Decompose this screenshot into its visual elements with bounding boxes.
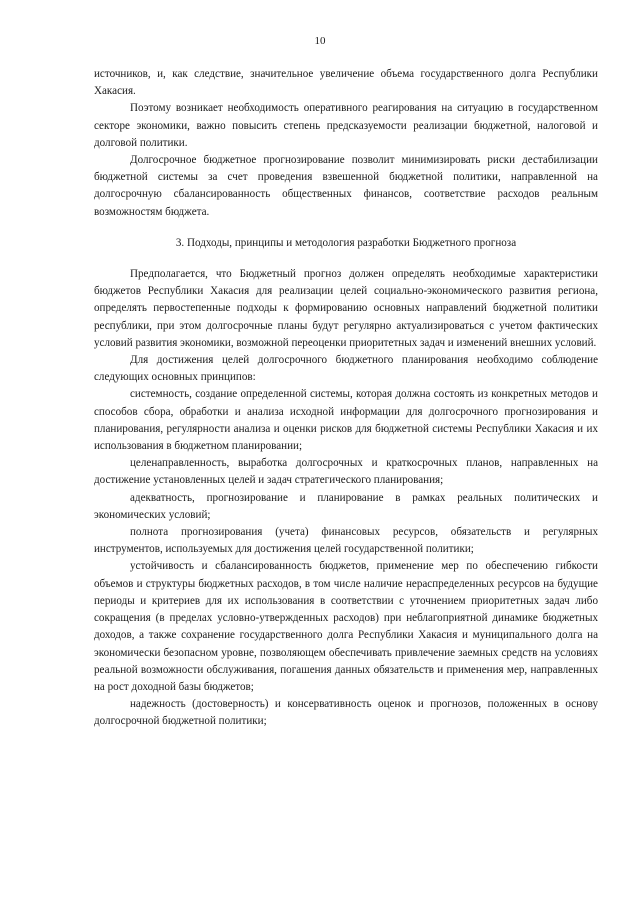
list-item: целенаправленность, выработка долгосрочных и краткосрочных планов, направленных на достижение установленных целей и задач стратегического планирования;: [94, 457, 598, 487]
page-number: 10: [314, 35, 326, 47]
paragraph: Для достижения целей долгосрочного бюджетного планирования необходимо соблюдение следующих основных принципов:: [94, 354, 598, 384]
list-item: полнота прогнозирования (учета) финансовых ресурсов, обязательств и регулярных инструментов, используемых для достижения целей государственной политики;: [94, 526, 598, 556]
list-item: надежность (достоверность) и консервативность оценок и прогнозов, положенных в основу долгосрочной бюджетной политики;: [94, 698, 598, 728]
section-heading: 3. Подходы, принципы и методология разработки Бюджетного прогноза: [175, 236, 517, 249]
list-item: устойчивость и сбалансированность бюджетов, применение мер по обеспечению гибкости объемов и структуры бюджетных расходов, в том числе наличие нераспределенных ресурсов на будущие периоды и критериев для их использования в соответствии с уточнением приоритетных задач либо сокращения (в пределах условно-утвержденных расходов) при неблагоприятной динамике бюджетных доходов, а также сохранение государственного долга Республики Хакасия и муниципального долга на экономически безопасном уровне, позволяющем обеспечивать привлечение заемных средств на условиях реальной возможности обслуживания, погашения данных обязательств и применения мер, направленных на рост доходной базы бюджетов;: [94, 560, 598, 693]
paragraph: источников, и, как следствие, значительное увеличение объема государственного долга Республики Хакасия.: [94, 68, 598, 98]
document-body: [94, 66, 598, 731]
list-item: системность, создание определенной системы, которая должна состоять из конкретных методов и способов сбора, обработки и анализа исходной информации для долгосрочного прогнозирования и планирования, регулярности анализа и оценки рисков для бюджетной системы Республики Хакасия и их использования в бюджетном планировании;: [94, 388, 598, 453]
paragraph: Долгосрочное бюджетное прогнозирование позволит минимизировать риски дестабилизации бюджетной системы за счет проведения взвешенной бюджетной политики, направленной на долгосрочную сбалансированность общественных финансов, соответствие расходов реальным возможностям бюджета.: [94, 154, 598, 218]
paragraph: Поэтому возникает необходимость оперативного реагирования на ситуацию в государственном секторе экономики, важно повысить степень предсказуемости реализации бюджетной, налоговой и долговой политики.: [94, 102, 598, 149]
paragraph: Предполагается, что Бюджетный прогноз должен определять необходимые характеристики бюджетов Республики Хакасия для реализации целей социально-экономического развития региона, определять первостепенные подходы к формированию основных направлений бюджетной политики республики, при этом долгосрочные планы будут регулярно актуализироваться с учетом фактических условий развития экономики, возможной переоценки приоритетных задач и изменений внешних условий.: [94, 268, 598, 349]
list-item: адекватность, прогнозирование и планирование в рамках реальных политических и экономических условий;: [94, 491, 598, 521]
